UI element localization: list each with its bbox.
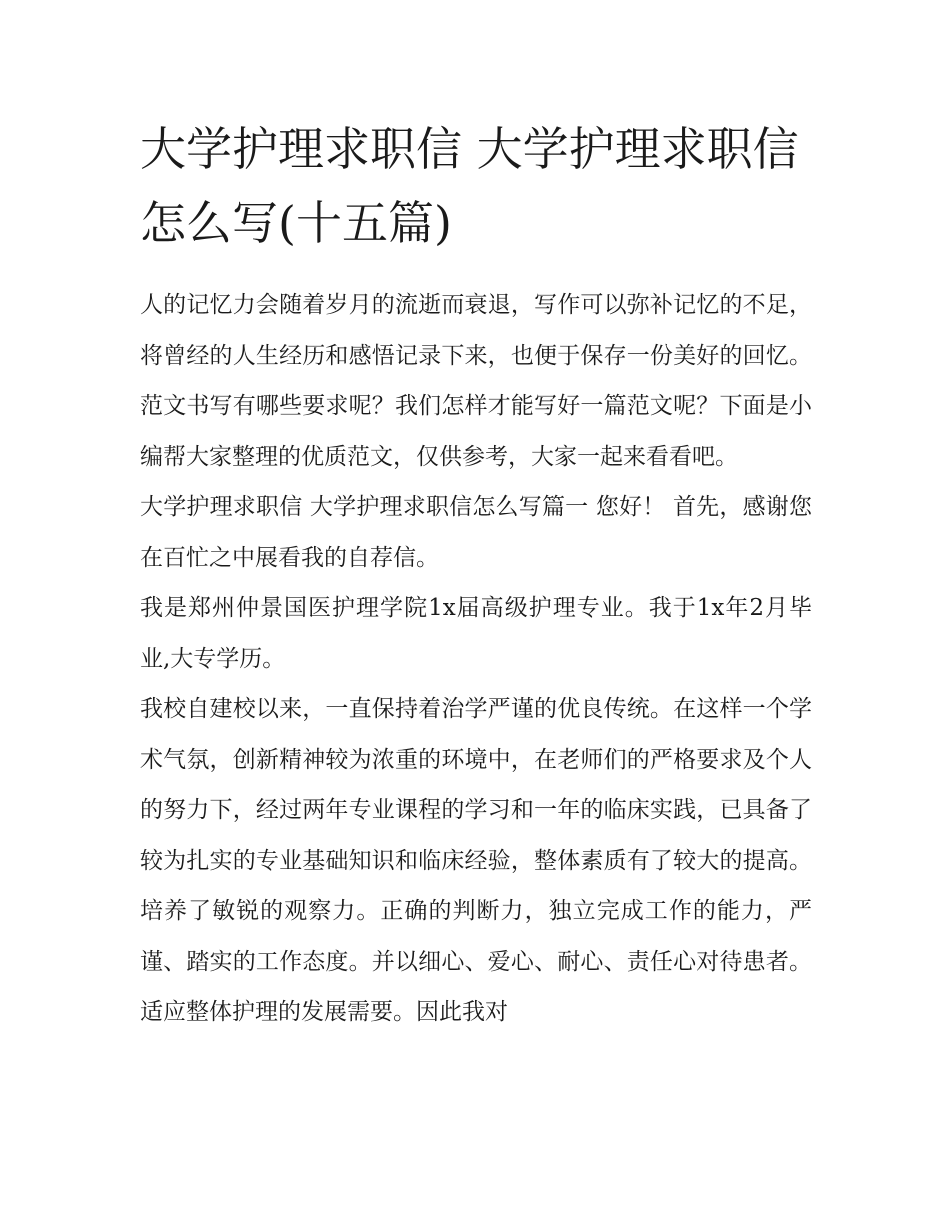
paragraph-school-background: 我校自建校以来，一直保持着治学严谨的优良传统。在这样一个学术气氛，创新精神较为浓重的环境中，在老师们的严格要求及个人的努力下，经过两年专业课程的学习和一年的临床实践，已具备了较为扎实的专业基础知识和临床经验，整体素质有了较大的提高。培养了敏锐的观察力。正确的判断力，独立完成工作的能力，严谨、踏实的工作态度。并以细心、爱心、耐心、责任心对待患者。适应整体护理的发展需要。因此我对 bbox=[140, 696, 812, 1025]
document-title: 大学护理求职信 大学护理求职信怎么写(十五篇) bbox=[140, 122, 799, 250]
paragraph-intro: 人的记忆力会随着岁月的流逝而衰退，写作可以弥补记忆的不足，将曾经的人生经历和感悟记录下来，也便于保存一份美好的回忆。范文书写有哪些要求呢？我们怎样才能写好一篇范文呢？下面是小编帮大家整理的优质范文，仅供参考，大家一起来看看吧。 bbox=[140, 292, 812, 470]
paragraph-self-introduction: 我是郑州仲景国医护理学院1x届高级护理专业。我于1x年2月毕业,大专学历。 bbox=[140, 595, 812, 672]
document-page bbox=[140, 112, 812, 1038]
paragraph-greeting: 大学护理求职信 大学护理求职信怎么写篇一 您好！ 首先，感谢您在百忙之中展看我的自荐信。 bbox=[140, 494, 812, 571]
